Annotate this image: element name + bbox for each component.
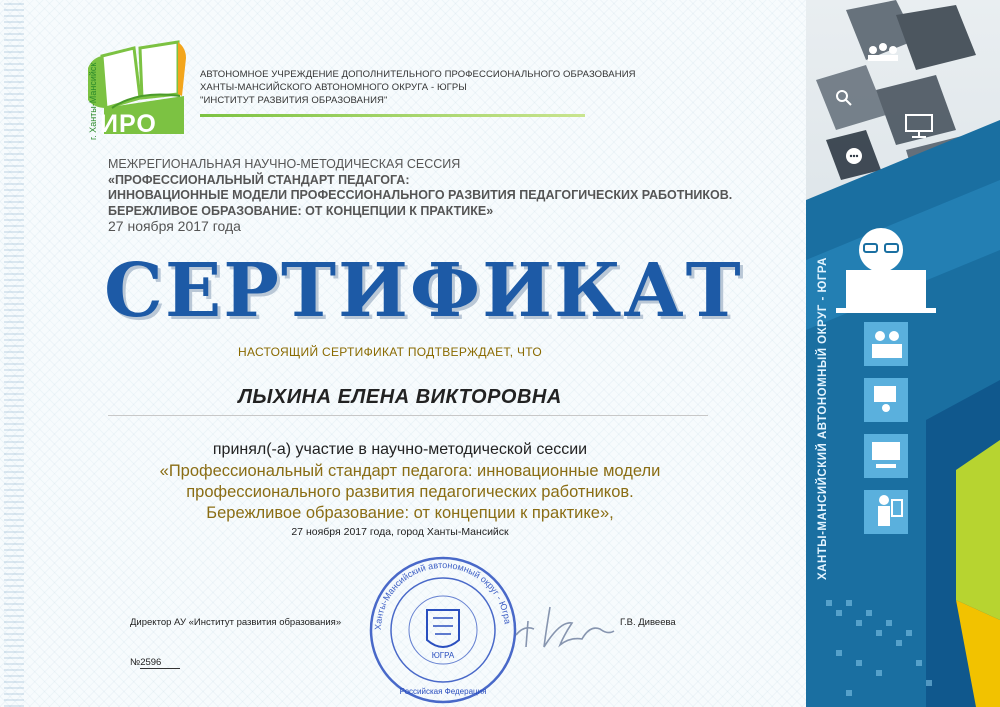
topic-line-2: профессионального развития педагогических работников. — [186, 483, 634, 501]
logo-text: ИРО — [100, 110, 157, 138]
participation-text: принял(-а) участие в научно-методической сессии — [212, 441, 588, 458]
number-label: № — [130, 657, 141, 668]
session-line-3: ИННОВАЦИОННЫЕ МОДЕЛИ ПРОФЕССИОНАЛЬНОГО РАЗВИТИЯ ПЕДАГОГИЧЕСКИХ РАБОТНИКОВ. — [108, 188, 733, 202]
session-topic — [100, 461, 720, 524]
side-panel-graphics — [806, 0, 1000, 707]
meeting-icon — [864, 322, 908, 366]
session-line-4: БЕРЕЖЛИВОЕ ОБРАЗОВАНИЕ: ОТ КОНЦЕПЦИИ К ПРАКТИКЕ» — [108, 203, 494, 218]
logo-city-label: г. Ханты-Мансийск — [88, 62, 98, 140]
header-line-2: ХАНТЫ-МАНСИЙСКОГО АВТОНОМНОГО ОКРУГА - ЮГРЫ — [200, 82, 467, 93]
session-date: 27 ноября 2017 года — [108, 218, 241, 234]
session-line-2: «ПРОФЕССИОНАЛЬНЫЙ СТАНДАРТ ПЕДАГОГА: — [108, 172, 410, 187]
computer-icon — [864, 434, 908, 478]
signature — [510, 595, 620, 655]
header-line-3: "ИНСТИТУТ РАЗВИТИЯ ОБРАЗОВАНИЯ" — [200, 95, 388, 106]
session-line-1: МЕЖРЕГИОНАЛЬНАЯ НАУЧНО-МЕТОДИЧЕСКАЯ СЕССИЯ — [108, 157, 461, 171]
lecture-icon — [864, 378, 908, 422]
certificate-number — [130, 657, 180, 669]
chat-icon — [846, 148, 862, 164]
side-decorative-panel — [806, 0, 1000, 707]
header-line-1: АВТОНОМНОЕ УЧРЕЖДЕНИЕ ДОПОЛНИТЕЛЬНОГО ПРОФЕССИОНАЛЬНОГО ОБРАЗОВАНИЯ — [200, 69, 636, 80]
presenter-icon — [864, 490, 908, 534]
topic-line-3: Бережливое образование: от концепции к практике», — [206, 504, 614, 522]
name-underline — [108, 415, 708, 416]
certificate-title: СЕРТИФИКАТ — [104, 248, 743, 334]
number-value: 2596 — [140, 657, 180, 669]
official-stamp — [367, 554, 519, 706]
confirm-text: НАСТОЯЩИЙ СЕРТИФИКАТ ПОДТВЕРЖДАЕТ, ЧТО — [237, 345, 543, 359]
stamp-country: Российская Федерация — [399, 687, 487, 696]
header-divider — [200, 114, 585, 117]
signer-name: Г.В. Дивеева — [620, 617, 676, 628]
recipient-name: ЛЫХИНА ЕЛЕНА ВИКТОРОВНА — [238, 386, 562, 408]
date-place: 27 ноября 2017 года, город Ханты-Мансийск — [291, 526, 509, 538]
topic-line-1: «Профессиональный стандарт педагога: инновационные модели — [159, 462, 661, 480]
director-title: Директор АУ «Институт развития образования» — [130, 617, 342, 628]
side-vertical-text: ХАНТЫ-МАНСИЙСКИЙ АВТОНОМНЫЙ ОКРУГ - ЮГРА — [817, 257, 829, 580]
stamp-emblem-label: ЮГРА — [431, 651, 455, 660]
session-block — [108, 157, 732, 235]
svg-text:Ханты-Мансийский автономный ок — [373, 560, 513, 630]
institution-header — [200, 68, 636, 107]
stamp-outer-text: Ханты-Мансийский автономный округ - Югра — [372, 559, 513, 631]
